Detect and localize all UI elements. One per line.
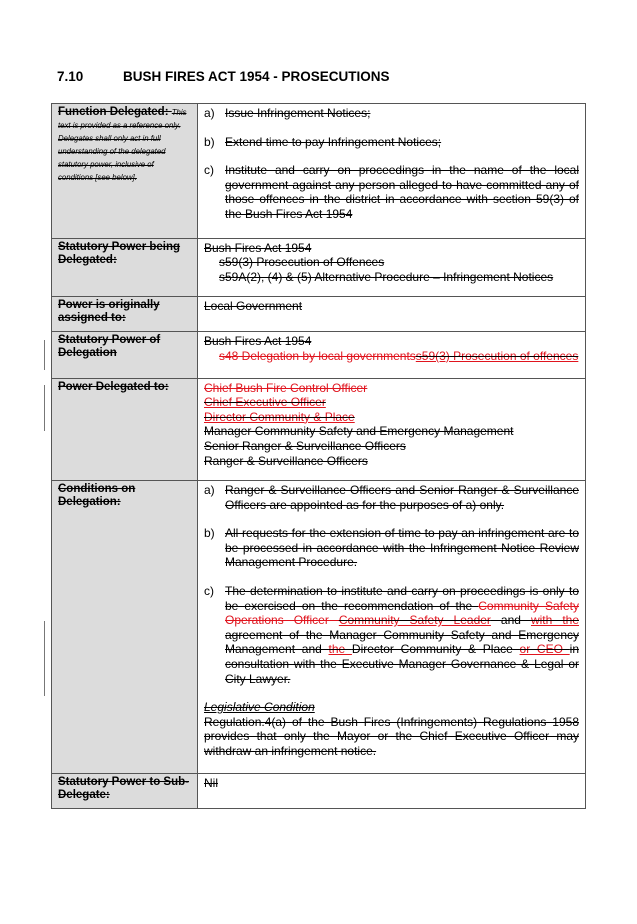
inserted-text: Director Community & Place (204, 409, 355, 424)
list-item (204, 483, 579, 512)
act-name: Bush Fires Act 1954 (204, 334, 312, 349)
act-name: Bush Fires Act 1954 (204, 240, 312, 255)
list-item (204, 135, 579, 150)
change-bar (44, 385, 45, 431)
row-power-of-delegation (52, 332, 586, 378)
delegated-to-label: Power Delegated to: (52, 378, 198, 481)
item-marker: a) (204, 106, 215, 120)
item-text: Ranger & Surveillance Officers and Senior Ranger & Surveillance Officers are appointed as for the purposes of a) only. (225, 483, 579, 512)
delegated-to-value (198, 378, 586, 481)
item-text (225, 584, 579, 686)
item-text: Issue Infringement Notices; (225, 106, 371, 120)
delegate-name: Senior Ranger & Surveillance Officers (204, 438, 406, 453)
deleted-text: Chief Bush Fire Control Officer (204, 380, 368, 395)
change-bar (44, 621, 45, 696)
text-run: The determination to institute and carry on proceedings is only to be exercised on the recommendation of the (225, 584, 579, 613)
text-run: agreement of the Manager Community Safety and Emergency Management and (225, 627, 579, 657)
text-run: and (490, 613, 531, 628)
inserted-text: s59(3) Prosecution of offences (415, 348, 579, 363)
reference-note: This text is provided as a reference only. Delegates shall only act in full understanding of the delegated statutory power, inclusive of conditions [see below]. (58, 108, 187, 182)
assigned-label: Power is originally assigned to: (52, 297, 198, 332)
sub-delegate-label: Statutory Power to Sub-Delegate: (52, 773, 198, 808)
section-ref: s59(3) Prosecution of Offences (219, 255, 385, 270)
delegate-name: Ranger & Surveillance Officers (204, 453, 368, 468)
item-text: All requests for the extension of time to pay an infringement are to be processed in accordance with the Infringement Notice Review Management Procedure. (225, 526, 579, 570)
item-marker: c) (204, 584, 214, 599)
item-text: Institute and carry on proceedings in the name of the local government against any person alleged to have committed any of those offences in the district in accordance with section 59(3) of the Bush Fires Act 1954 (225, 163, 579, 221)
text-run: Director Community & Place (351, 642, 520, 657)
function-delegated-value (198, 104, 586, 239)
section-heading (57, 69, 390, 84)
text-run: in consultation with the Executive Manager Governance & Legal or City Lawyer. (225, 642, 579, 686)
row-sub-delegate (52, 773, 586, 808)
item-marker: c) (204, 163, 214, 178)
inserted-text: with the (530, 613, 579, 628)
legislative-condition-title: Legislative Condition (204, 700, 315, 715)
statutory-power-label: Statutory Power being Delegated: (52, 238, 198, 297)
delegation-table (51, 103, 586, 809)
row-assigned (52, 297, 586, 332)
list-item (204, 163, 579, 221)
conditions-label: Conditions on Delegation: (52, 481, 198, 774)
function-label-text: Function Delegated: (58, 106, 169, 118)
section-ref: s59A(2), (4) & (5) Alternative Procedure – Infringement Notices (219, 269, 554, 284)
list-item (204, 526, 579, 570)
tracked-change (204, 349, 579, 364)
list-item (204, 584, 579, 686)
sub-delegate-value: Nil (198, 773, 586, 808)
row-function-delegated (52, 104, 586, 239)
assigned-value: Local Government (198, 297, 586, 332)
inserted-text: Community Safety Leader (338, 613, 491, 628)
deleted-text: Community Safety Operations Officer (225, 598, 579, 628)
delegate-name: Manager Community Safety and Emergency Management (204, 424, 514, 439)
item-marker: a) (204, 483, 215, 498)
item-marker: b) (204, 134, 215, 149)
item-text: Extend time to pay Infringement Notices; (225, 134, 442, 149)
deleted-text: s48 Delegation by local governments (219, 348, 416, 363)
row-statutory-power (52, 238, 586, 297)
conditions-value (198, 481, 586, 774)
power-of-delegation-label: Statutory Power of Delegation (52, 332, 198, 378)
row-delegated-to (52, 378, 586, 481)
legislative-condition-text: Regulation.4(a) of the Bush Fires (Infringements) Regulations 1958 provides that only the Mayor or the Chief Executive Officer may withdraw an infringement notice. (204, 714, 579, 758)
item-marker: b) (204, 526, 215, 541)
inserted-text: Chief Executive Officer (204, 395, 326, 410)
statutory-power-value (198, 238, 586, 297)
change-bar (44, 340, 45, 370)
section-title: BUSH FIRES ACT 1954 - PROSECUTIONS (123, 69, 390, 84)
function-delegated-label (52, 104, 198, 239)
power-of-delegation-value (198, 332, 586, 378)
inserted-text: or CEO (519, 642, 570, 657)
list-item (204, 106, 579, 121)
inserted-text: the (328, 642, 352, 657)
section-number: 7.10 (57, 69, 84, 84)
row-conditions (52, 481, 586, 774)
